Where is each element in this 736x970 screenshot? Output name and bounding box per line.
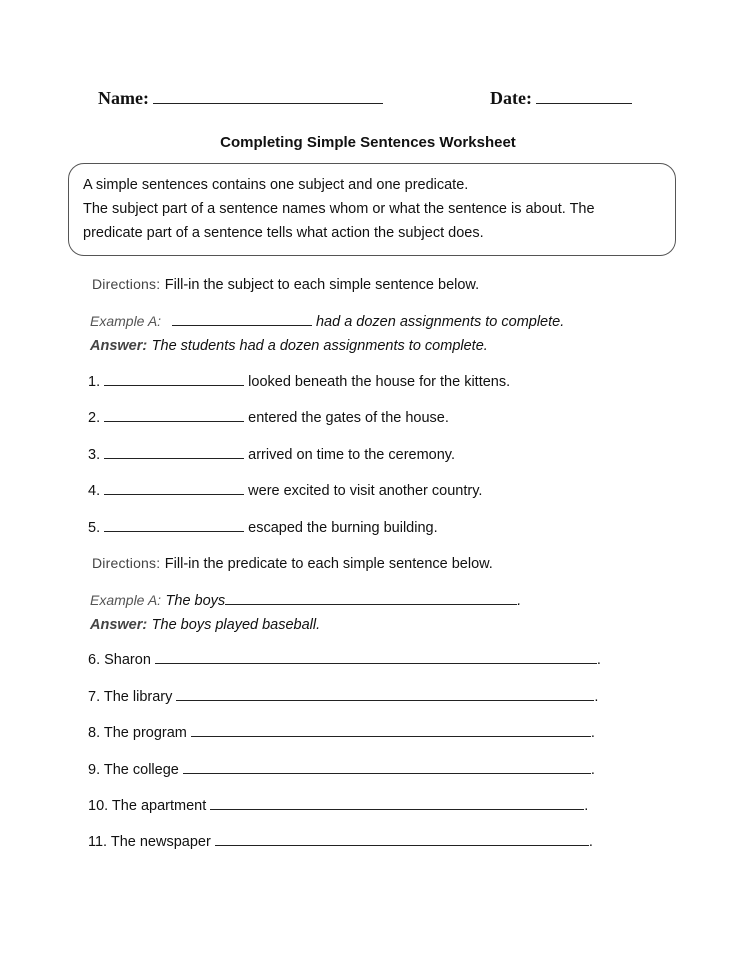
example-blank (172, 325, 312, 326)
directions-label: Directions: (92, 276, 161, 292)
predicate-item (88, 762, 595, 778)
item-text: escaped the burning building. (248, 520, 438, 536)
intro-box (68, 163, 676, 256)
item-prefix: 11. The newspaper (88, 834, 211, 850)
answer-blank[interactable] (215, 845, 589, 846)
answer-label: Answer: (90, 617, 148, 633)
item-number: 2. (88, 410, 101, 426)
intro-line: predicate part of a sentence tells what action the subject does. (83, 225, 484, 241)
item-end: . (594, 689, 599, 705)
item-prefix: 10. The apartment (88, 798, 207, 814)
item-prefix: 8. The program (88, 725, 187, 741)
example-blank (225, 604, 517, 605)
directions-text: Fill-in the predicate to each simple sentence below. (164, 556, 493, 572)
item-text: entered the gates of the house. (248, 410, 449, 426)
item-text: looked beneath the house for the kittens. (248, 374, 511, 390)
predicate-item (88, 798, 588, 814)
answer-blank[interactable] (104, 531, 244, 532)
item-end: . (584, 798, 589, 814)
item-end: . (588, 834, 593, 850)
subject-item (88, 410, 449, 426)
answer-text: The boys played baseball. (151, 617, 321, 633)
subject-item (88, 374, 510, 390)
example-label: Example A: (90, 313, 162, 329)
page-title: Completing Simple Sentences Worksheet (220, 134, 516, 151)
example-end: . (517, 593, 522, 609)
directions-text: Fill-in the subject to each simple sentence below. (164, 277, 480, 293)
date-label: Date: (490, 88, 532, 108)
answer-blank[interactable] (104, 458, 244, 459)
date-blank[interactable] (536, 103, 632, 104)
answer-label: Answer: (90, 338, 148, 354)
subject-item (88, 520, 438, 536)
example-text: The boys (165, 593, 226, 609)
subject-item (88, 447, 455, 463)
item-end: . (590, 762, 595, 778)
answer-blank[interactable] (104, 385, 244, 386)
answer-blank[interactable] (183, 773, 591, 774)
item-number: 3. (88, 447, 101, 463)
item-number: 4. (88, 483, 101, 499)
subject-item (88, 483, 482, 499)
item-end: . (590, 725, 595, 741)
name-field (98, 88, 383, 109)
date-field (490, 88, 632, 109)
item-text: were excited to visit another country. (248, 483, 483, 499)
item-prefix: 9. The college (88, 762, 179, 778)
name-label: Name: (98, 88, 149, 108)
example-predicate (90, 592, 521, 610)
predicate-item (88, 689, 598, 705)
intro-line: The subject part of a sentence names whom or what the sentence is about. The (83, 201, 595, 217)
answer-predicate (90, 616, 320, 634)
item-text: arrived on time to the ceremony. (248, 447, 456, 463)
item-prefix: 7. The library (88, 689, 173, 705)
example-subject (90, 313, 564, 331)
directions-subject (92, 276, 479, 294)
answer-blank[interactable] (155, 663, 597, 664)
intro-line: A simple sentences contains one subject and one predicate. (83, 177, 469, 193)
answer-blank[interactable] (191, 736, 591, 737)
predicate-item (88, 834, 593, 850)
item-end: . (596, 652, 601, 668)
predicate-item (88, 725, 595, 741)
answer-subject (90, 337, 488, 355)
answer-text: The students had a dozen assignments to complete. (151, 338, 488, 354)
answer-blank[interactable] (104, 494, 244, 495)
answer-blank[interactable] (210, 809, 584, 810)
name-blank[interactable] (153, 103, 383, 104)
predicate-item (88, 652, 601, 668)
item-number: 1. (88, 374, 101, 390)
example-text: had a dozen assignments to complete. (315, 314, 565, 330)
answer-blank[interactable] (104, 421, 244, 422)
answer-blank[interactable] (176, 700, 594, 701)
item-prefix: 6. Sharon (88, 652, 151, 668)
example-label: Example A: (90, 592, 162, 608)
directions-label: Directions: (92, 555, 161, 571)
directions-predicate (92, 555, 493, 573)
item-number: 5. (88, 520, 101, 536)
